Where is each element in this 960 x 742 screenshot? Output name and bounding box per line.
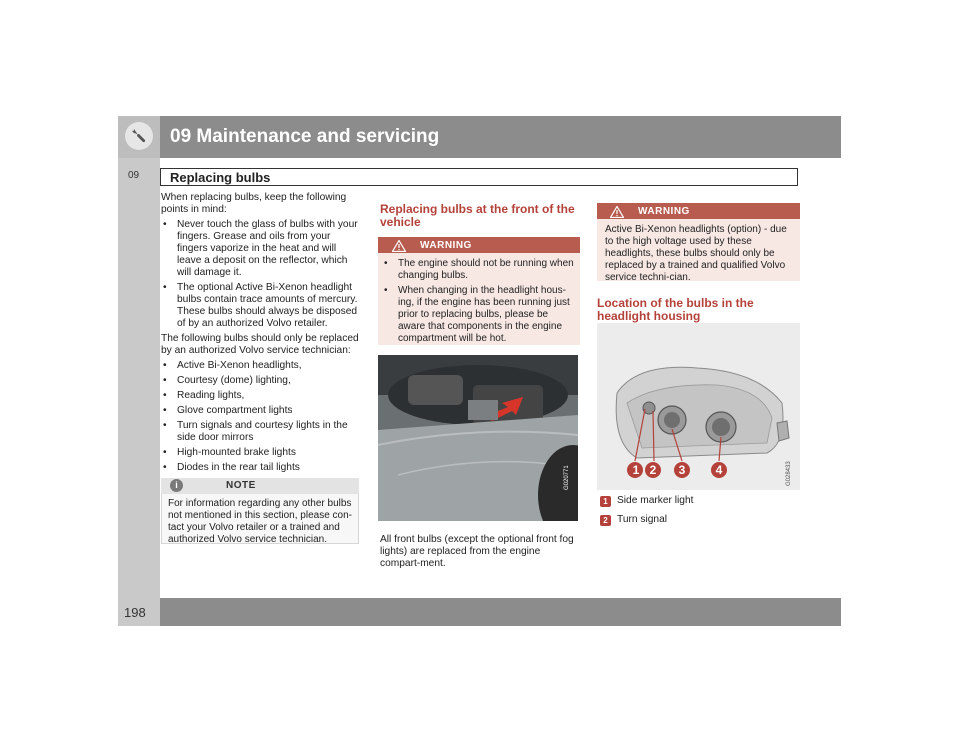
- footer-bar: [160, 598, 841, 626]
- headlight-location-heading: Location of the bulbs in the headlight housing: [597, 296, 754, 323]
- note-header: [161, 478, 359, 494]
- warning-triangle-icon: [392, 239, 406, 257]
- note-text: For information regarding any other bulbs not mentioned in this section, please con-tact your Volvo retailer or a trained and authorized Volvo service technician.: [168, 498, 352, 545]
- warning-title: WARNING: [638, 206, 690, 217]
- legend-number-badge: 1: [600, 496, 611, 507]
- section-title: Replacing bulbs: [170, 170, 271, 185]
- note-title: NOTE: [226, 480, 256, 491]
- page-number: 198: [124, 605, 146, 620]
- chapter-number: 09: [128, 170, 140, 181]
- list-item: • High-mounted brake lights: [163, 447, 296, 458]
- callout-2: 2: [649, 463, 657, 477]
- list-item: • Never touch the glass of bulbs with your fingers. Grease and oils from your fingers vaporize in the heat and will leave a deposit on the reflector, which will damage it.: [163, 219, 358, 278]
- list-item: • The engine should not be running when changing bulbs.: [384, 258, 574, 281]
- callout-4: 4: [715, 463, 723, 477]
- left-column: [161, 192, 361, 477]
- service-intro-text: The following bulbs should only be replaced by an authorized Volvo service technician:: [161, 333, 359, 356]
- front-bulbs-heading: Replacing bulbs at the front of the vehicle: [380, 202, 575, 229]
- callout-3: 3: [678, 463, 686, 477]
- legend-number-badge: 2: [600, 515, 611, 526]
- list-item: • Reading lights,: [163, 390, 245, 401]
- legend-label: Side marker light: [617, 495, 694, 506]
- chapter-title: 09 Maintenance and servicing: [170, 126, 440, 147]
- callout-1: 1: [632, 463, 640, 477]
- warning-list: [384, 258, 576, 345]
- points-list: [161, 219, 361, 330]
- list-item: • When changing in the headlight hous-ing, if the engine has been running just prior to replacing bulbs, please be aware that components in the engine compartment will be hot.: [384, 285, 570, 344]
- photo-code: G020771: [564, 465, 570, 490]
- warning-title: WARNING: [420, 240, 472, 251]
- warning-header: [378, 237, 580, 253]
- engine-compartment-photo: [378, 355, 578, 521]
- service-items-list: [161, 360, 361, 474]
- warning-text: Active Bi-Xenon headlights (option) - due to the high voltage used by these headlights, these bulbs should only be replaced by a trained and qualified Volvo service techni-cian.: [605, 224, 787, 283]
- list-item: • The optional Active Bi-Xenon headlight bulbs contain trace amounts of mercury. These bulbs should always be disposed of by an authorized Volvo retailer.: [163, 282, 358, 329]
- list-item: • Diodes in the rear tail lights: [163, 462, 300, 473]
- front-bulbs-caption: All front bulbs (except the optional front fog lights) are replaced from the engine compart-ment.: [380, 534, 574, 569]
- legend-label: Turn signal: [617, 514, 668, 525]
- warning-header: [597, 203, 800, 219]
- wrench-icon: [125, 122, 153, 150]
- warning-triangle-icon: [610, 205, 624, 223]
- photo-code: G028433: [786, 461, 792, 486]
- list-item: • Turn signals and courtesy lights in the side door mirrors: [163, 420, 348, 443]
- info-icon: i: [170, 479, 183, 492]
- list-item: • Active Bi-Xenon headlights,: [163, 360, 302, 371]
- intro-text: When replacing bulbs, keep the following points in mind:: [161, 192, 347, 215]
- list-item: • Courtesy (dome) lighting,: [163, 375, 291, 386]
- list-item: • Glove compartment lights: [163, 405, 293, 416]
- chapter-side-strip: [118, 158, 160, 598]
